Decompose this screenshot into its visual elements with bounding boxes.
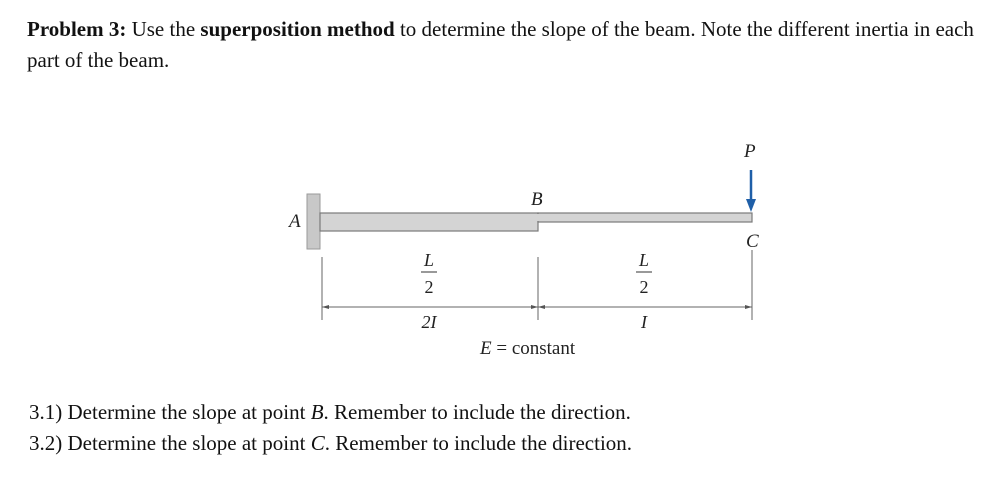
dim-arrow-b-left <box>531 305 538 309</box>
question-3-2-point: C <box>310 431 325 455</box>
question-3-1-prefix: 3.1) Determine the slope at point <box>29 400 311 424</box>
beam-diagram <box>270 135 780 375</box>
beam-figure <box>270 135 780 375</box>
question-3-1 <box>29 397 632 428</box>
question-3-1-point: B <box>310 400 324 424</box>
point-a-label: A <box>289 211 301 232</box>
question-3-2 <box>29 428 632 459</box>
load-arrow-icon <box>746 199 756 212</box>
problem-method: superposition method <box>200 17 395 41</box>
load-p-label: P <box>744 141 756 162</box>
inertia-right-label: I <box>641 312 647 332</box>
dim-arrow-b-right <box>538 305 545 309</box>
problem-statement <box>27 14 1002 76</box>
length-left-numerator: L <box>423 250 435 270</box>
modulus-rest: = constant <box>491 338 576 359</box>
modulus-note <box>479 338 576 359</box>
beam-segment-bc <box>538 213 752 222</box>
dim-arrow-a <box>322 305 329 309</box>
dim-arrow-c <box>745 305 752 309</box>
question-3-2-suffix: . Remember to include the direction. <box>324 431 633 455</box>
length-right-denominator: 2 <box>639 277 649 297</box>
problem-text-2: to determine the slope of the beam. Note the different inertia in each part of the beam. <box>27 17 974 72</box>
question-list <box>29 397 632 459</box>
problem-label: Problem 3: <box>27 17 127 41</box>
length-left-denominator: 2 <box>424 277 434 297</box>
point-b-label: B <box>531 189 543 210</box>
problem-text-1: Use the <box>126 17 201 41</box>
beam-segment-ab <box>320 213 538 231</box>
modulus-symbol: E <box>480 338 492 359</box>
length-right-numerator: L <box>638 250 650 270</box>
question-3-1-suffix: . Remember to include the direction. <box>323 400 631 424</box>
fixed-support <box>307 194 320 249</box>
inertia-left-label: 2I <box>421 312 437 332</box>
question-3-2-prefix: 3.2) Determine the slope at point <box>29 431 311 455</box>
point-c-label: C <box>746 231 759 252</box>
